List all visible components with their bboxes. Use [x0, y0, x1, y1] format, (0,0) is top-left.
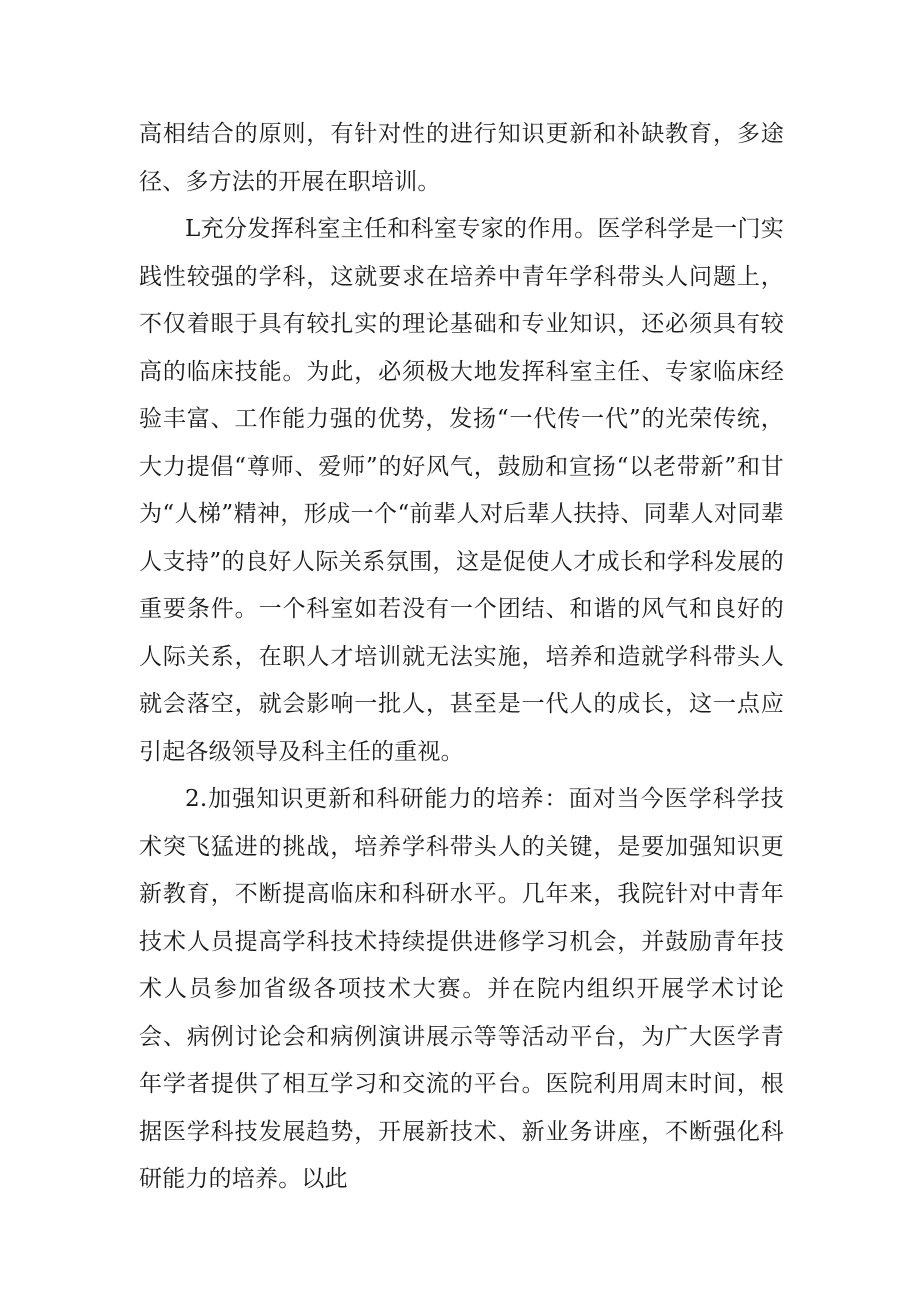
document-body — [139, 111, 784, 1204]
paragraph-continuation: 高相结合的原则，有针对性的进行知识更新和补缺教育，多途径、多方法的开展在职培训。 — [139, 121, 784, 195]
paragraph-section-2: 2.加强知识更新和科研能力的培养：面对当今医学科学技术突飞猛进的挑战，培养学科带头人的关键，是要加强知识更新教育，不断提高临床和科研水平。几年来，我院针对中青年技术人员提高学科技术持续提供进修学习机会，并鼓励青年技术人员参加省级各项技术大赛。并在院内组织开展学术讨论会、病例讨论会和病例演讲展示等等活动平台，为广大医学青年学者提供了相互学习和交流的平台。医院利用周末时间，根据医学科技发展趋势，开展新技术、新业务讲座，不断强化科研能力的培养。以此 — [139, 786, 784, 1192]
paragraph-section-1: L充分发挥科室主任和科室专家的作用。医学科学是一门实践性较强的学科，这就要求在培养中青年学科带头人问题上，不仅着眼于具有较扎实的理论基础和专业知识，还必须具有较高的临床技能。为此，必须极大地发挥科室主任、专家临床经验丰富、工作能力强的优势，发扬“一代传一代”的光荣传统，大力提倡“尊师、爱师”的好风气，鼓励和宣扬“以老带新”和甘为“人梯”精神，形成一个“前辈人对后辈人扶持、同辈人对同辈人支持”的良好人际关系氛围，这是促使人才成长和学科发展的重要条件。一个科室如若没有一个团结、和谐的风气和良好的人际关系，在职人才培训就无法实施，培养和造就学科带头人就会落空，就会影响一批人，甚至是一代人的成长，这一点应引起各级领导及科主任的重视。 — [139, 216, 784, 765]
